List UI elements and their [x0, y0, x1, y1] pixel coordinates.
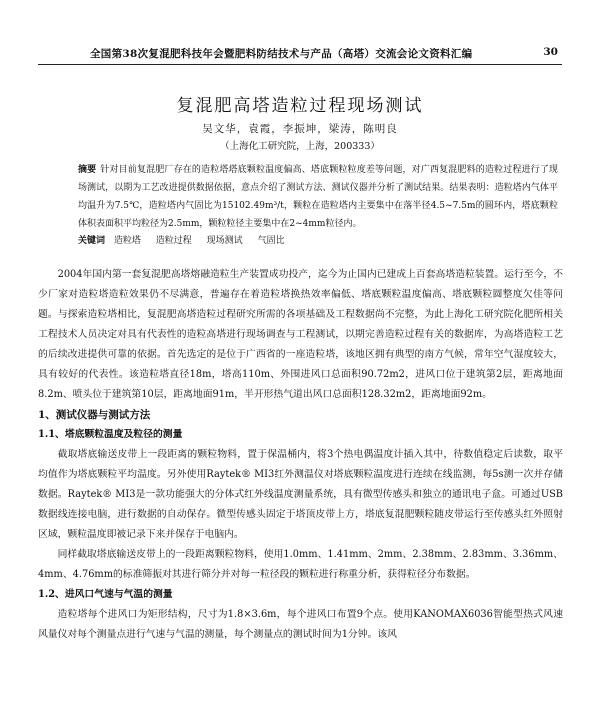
keywords-label: 关键词 — [78, 236, 106, 246]
abstract — [78, 161, 558, 233]
keyword: 气固比 — [257, 236, 285, 246]
intro-paragraph: 2004年国内第一套复混肥高塔熔融造粒生产装置成功投产，迄今为止国内已建成上百套高塔造粒装置。运行至今，不少厂家对造粒塔造粒效果仍不尽满意，普遍存在着造粒塔换热效率偏低、塔底颗粒温度偏高、塔底颗粒圆整度欠佳等问题。与探索造粒塔相比，复混肥高塔造粒过程研究所需的各项基础及工程数据尚不完整，为此上海化工研究院化肥所相关工程技术人员决定对具有代表性的造粒高塔进行现场调查与工程测试，以期完善造粒过程有关的数据库，为高塔造粒工艺的后续改进提供可靠的依据。首先选定的是位于广西省的一座造粒塔，该地区拥有典型的南方气候，常年空气湿度较大，具有较好的代表性。该造粒塔直径18m，塔高110m、外围进风口总面积90.72m2，进风口位于建筑第2层，距离地面8.2m、喷头位于建筑第10层，距离地面91m，半开形热气道出风口总面积128.32m2，距离地面92m。 — [38, 269, 563, 400]
article-title: 复混肥高塔造粒过程现场测试 — [176, 96, 424, 116]
subsection-heading: 1.2、进风口气速与气温的测量 — [38, 589, 173, 600]
keyword: 造粒过程 — [155, 236, 192, 246]
keyword: 现场测试 — [206, 236, 243, 246]
subsection-heading: 1.1、塔底颗粒温度及粒径的测量 — [38, 429, 183, 440]
article-affiliation: （上海化工研究院，上海，200333） — [220, 141, 380, 152]
body-paragraph: 截取塔底输送皮带上一段距离的颗粒物料，置于保温桶内，将3个热电偶温度计插入其中，待数值稳定后读数，取平均值作为塔底颗粒平均温度。另外使用Raytek® MI3红外测温仪对塔底颗粒温度进行连续在线监测，每5s测一次并存储数据。Raytek® MI3是一款功能强大的分体式红外线温度测量系统，具有微型传感头和独立的通讯电子盒。可通过USB数据线连接电脑，进行数据的自动保存。微型传感头固定于塔顶皮带上方，塔底复混肥颗粒随皮带运行至传感头红外照射区域，颗粒温度即被记录下来并保存于电脑内。 — [38, 449, 563, 540]
body-paragraph: 同样截取塔底输送皮带上的一段距离颗粒物料，使用1.0mm、1.41mm、2mm、2.38mm、2.83mm、3.36mm、4mm、4.76mm的标准筛振对其进行筛分并对每一粒径段的颗粒进行称重分析，获得粒径分布数据。 — [38, 549, 563, 580]
abstract-text: 针对目前复混肥厂存在的造粒塔塔底颗粒温度偏高、塔底颗粒粒度差等问题，对广西复混肥料的造粒过程进行了现场测试，以期为工艺改进提供数据依据，意点介绍了测试方法、测试仪器并分析了测试结果。结果表明：造粒塔内气体平均温升为7.5℃，造粒塔内气固比为15102.49m³/t，颗粒在造粒塔内主要集中在落半径4.5~7.5m的圆环内，塔底颗粒体积表面积平均粒径为2.5mm，颗粒粒径主要集中在2~4mm粒径内。 — [78, 165, 558, 229]
header-title: 全国第38次复混肥科技年会暨肥料防结技术与产品（高塔）交流会论文资料汇编 — [90, 48, 473, 60]
article-body — [38, 265, 563, 645]
body-paragraph: 造粒塔每个进风口为矩形结构，尺寸为1.8×3.6m，每个进风口布置9个点。使用KANOMAX6036智能型热式风速风量仪对每个测量点进行气速与气温的测量，每个测量点的测试时间为1分钟。该风 — [38, 609, 563, 640]
keywords — [78, 233, 558, 246]
page-number: 30 — [543, 46, 558, 58]
running-header — [38, 46, 562, 65]
keyword: 造粒塔 — [113, 236, 141, 246]
article-authors: 吴文华，袁霞，李振坤，梁涛，陈明良 — [202, 123, 398, 135]
section-heading: 1、测试仪器与测试方法 — [38, 409, 151, 421]
abstract-label: 摘要 — [78, 165, 97, 175]
